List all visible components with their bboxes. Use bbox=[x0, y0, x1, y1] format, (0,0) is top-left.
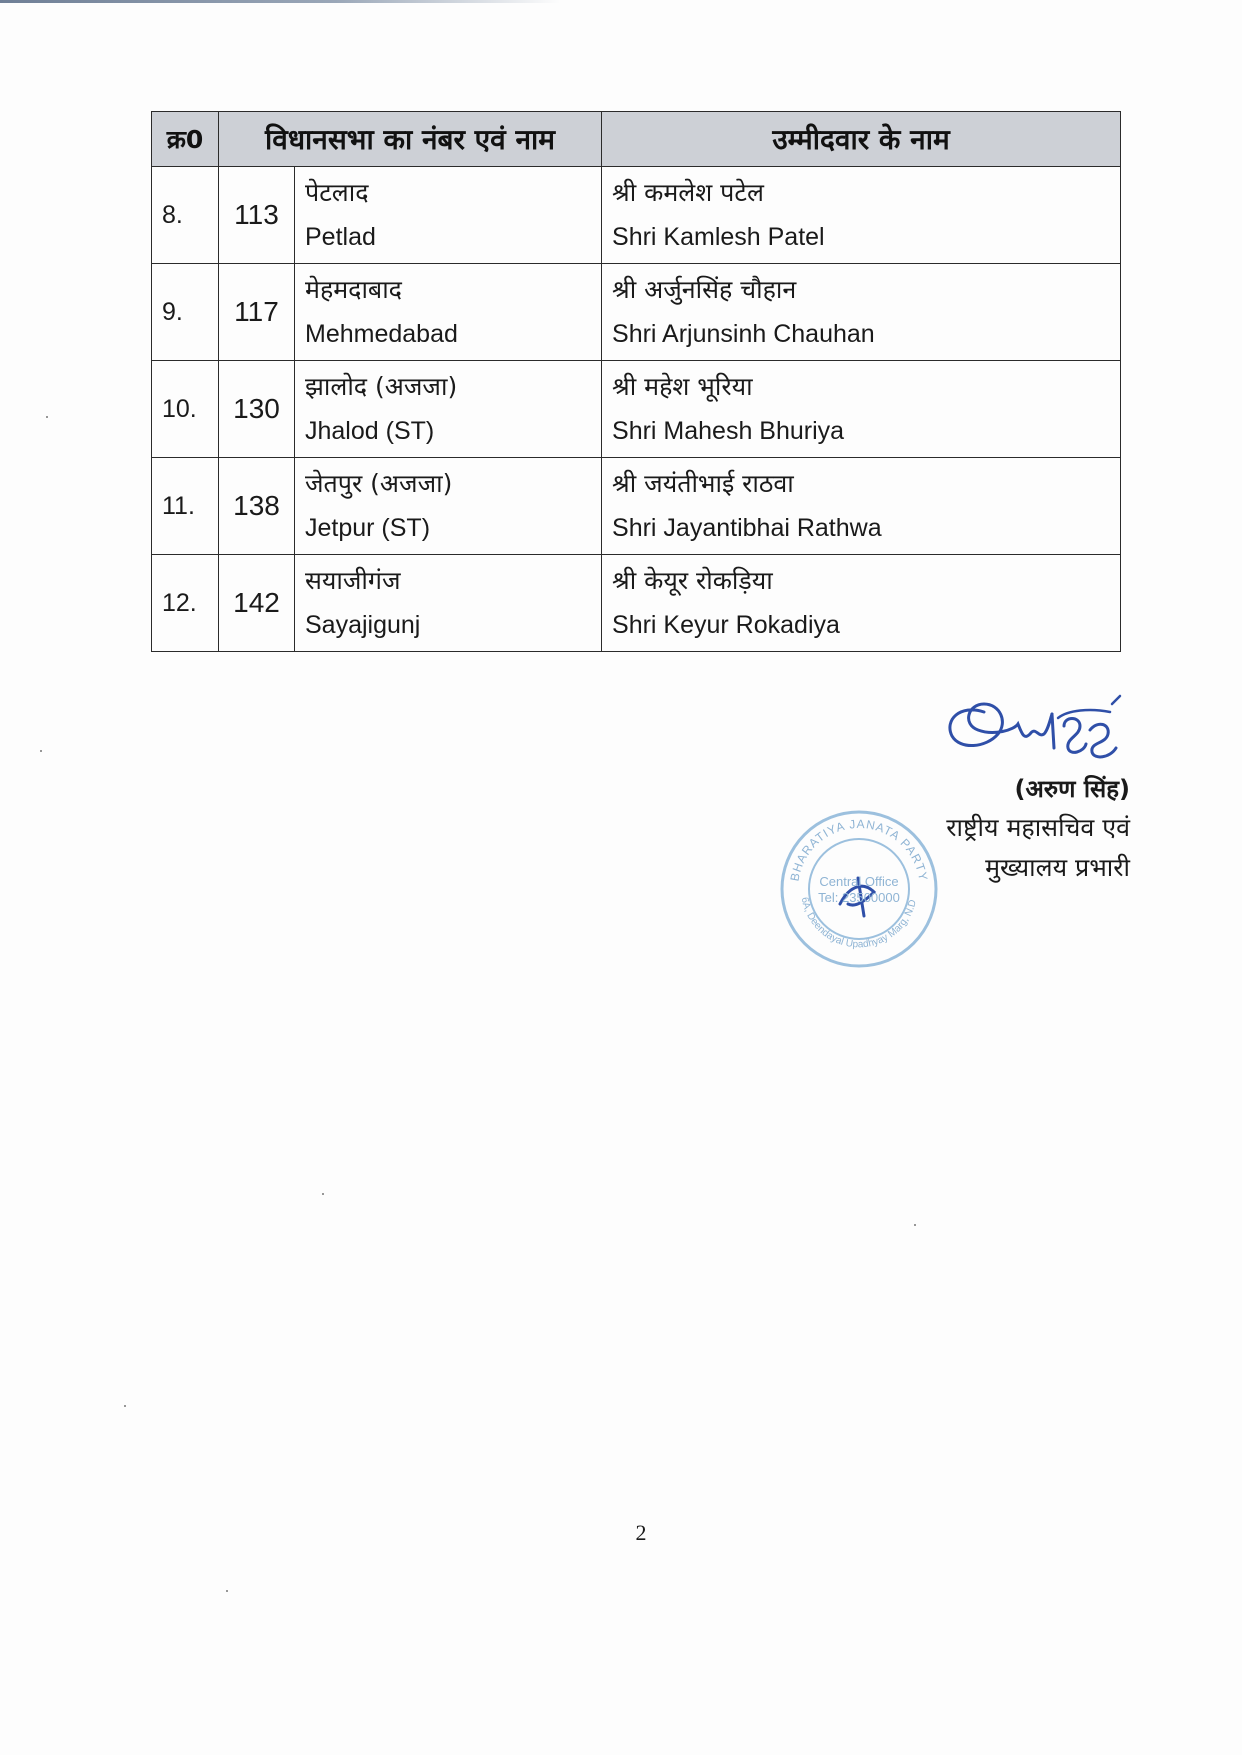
serial-cell: 9. bbox=[152, 264, 219, 361]
serial-cell: 10. bbox=[152, 361, 219, 458]
header-serial: क्र0 bbox=[152, 112, 219, 167]
signatory-designation: राष्ट्रीय महासचिव एवं bbox=[946, 813, 1130, 842]
scan-speck bbox=[226, 1590, 228, 1592]
signature bbox=[940, 690, 1155, 780]
table-row bbox=[152, 264, 1121, 361]
signatory-name: (अरुण सिंह) bbox=[1014, 775, 1130, 803]
scan-speck bbox=[124, 1405, 126, 1407]
page-number: 2 bbox=[635, 1520, 647, 1545]
candidate-name-hindi: श्री कमलेश पटेल bbox=[612, 178, 764, 207]
table-header-row bbox=[152, 112, 1121, 167]
serial-cell: 8. bbox=[152, 167, 219, 264]
candidate-name-hindi: श्री अर्जुनसिंह चौहान bbox=[612, 275, 797, 304]
candidate-name-cell bbox=[602, 555, 1121, 652]
table-row bbox=[152, 361, 1121, 458]
table-row bbox=[152, 167, 1121, 264]
office-stamp bbox=[778, 808, 940, 970]
header-candidate: उम्मीदवार के नाम bbox=[602, 112, 1121, 167]
candidate-name-hindi: श्री महेश भूरिया bbox=[612, 372, 753, 401]
constituency-name-english: Mehmedabad bbox=[305, 320, 458, 348]
stamp-ring-bottom: 6A, Deendayal Upadhyay Marg, N.D bbox=[798, 896, 919, 951]
constituency-name-hindi: मेहमदाबाद bbox=[305, 275, 402, 304]
constituency-name-english: Sayajigunj bbox=[305, 611, 421, 639]
constituency-number-cell: 130 bbox=[219, 361, 295, 458]
constituency-name-cell bbox=[295, 264, 602, 361]
header-constituency: विधानसभा का नंबर एवं नाम bbox=[219, 112, 602, 167]
candidate-name-english: Shri Mahesh Bhuriya bbox=[612, 417, 845, 445]
constituency-number-cell: 113 bbox=[219, 167, 295, 264]
candidate-name-cell bbox=[602, 167, 1121, 264]
constituency-name-english: Jetpur (ST) bbox=[305, 514, 431, 542]
constituency-name-hindi: झालोद (अजजा) bbox=[305, 372, 458, 401]
svg-text:BHARATIYA JANATA PARTY bbox=[787, 817, 930, 882]
candidate-name-cell bbox=[602, 361, 1121, 458]
constituency-number-cell: 142 bbox=[219, 555, 295, 652]
candidate-name-cell bbox=[602, 264, 1121, 361]
scan-speck bbox=[46, 416, 48, 418]
constituency-name-cell bbox=[295, 361, 602, 458]
stamp-center-line1: Central Office bbox=[819, 874, 899, 889]
constituency-name-english: Petlad bbox=[305, 223, 376, 251]
constituency-name-cell bbox=[295, 167, 602, 264]
constituency-name-hindi: पेटलाद bbox=[305, 178, 369, 207]
serial-cell: 12. bbox=[152, 555, 219, 652]
scan-speck bbox=[40, 750, 42, 752]
constituency-name-hindi: सयाजीगंज bbox=[305, 566, 401, 595]
candidate-name-hindi: श्री जयंतीभाई राठवा bbox=[612, 469, 794, 498]
constituency-name-english: Jhalod (ST) bbox=[305, 417, 435, 445]
candidate-name-cell bbox=[602, 458, 1121, 555]
constituency-name-cell bbox=[295, 555, 602, 652]
candidate-name-hindi: श्री केयूर रोकड़िया bbox=[612, 566, 773, 595]
constituency-name-cell bbox=[295, 458, 602, 555]
scan-speck bbox=[914, 1224, 916, 1226]
constituency-number-cell: 138 bbox=[219, 458, 295, 555]
candidate-name-english: Shri Kamlesh Patel bbox=[612, 223, 825, 251]
constituency-number-cell: 117 bbox=[219, 264, 295, 361]
candidate-name-english: Shri Arjunsinh Chauhan bbox=[612, 320, 875, 348]
candidate-name-english: Shri Jayantibhai Rathwa bbox=[612, 514, 882, 542]
stamp-ring-top: BHARATIYA JANATA PARTY bbox=[787, 816, 931, 883]
signatory-department: मुख्यालय प्रभारी bbox=[985, 853, 1130, 882]
candidate-table bbox=[151, 111, 1121, 652]
constituency-name-hindi: जेतपुर (अजजा) bbox=[305, 469, 453, 498]
table-row bbox=[152, 458, 1121, 555]
candidate-name-english: Shri Keyur Rokadiya bbox=[612, 611, 840, 639]
scan-speck bbox=[322, 1193, 324, 1195]
serial-cell: 11. bbox=[152, 458, 219, 555]
scan-edge bbox=[0, 0, 560, 3]
stamp-center-line2: Tel: 23500000 bbox=[818, 890, 900, 905]
table-row bbox=[152, 555, 1121, 652]
